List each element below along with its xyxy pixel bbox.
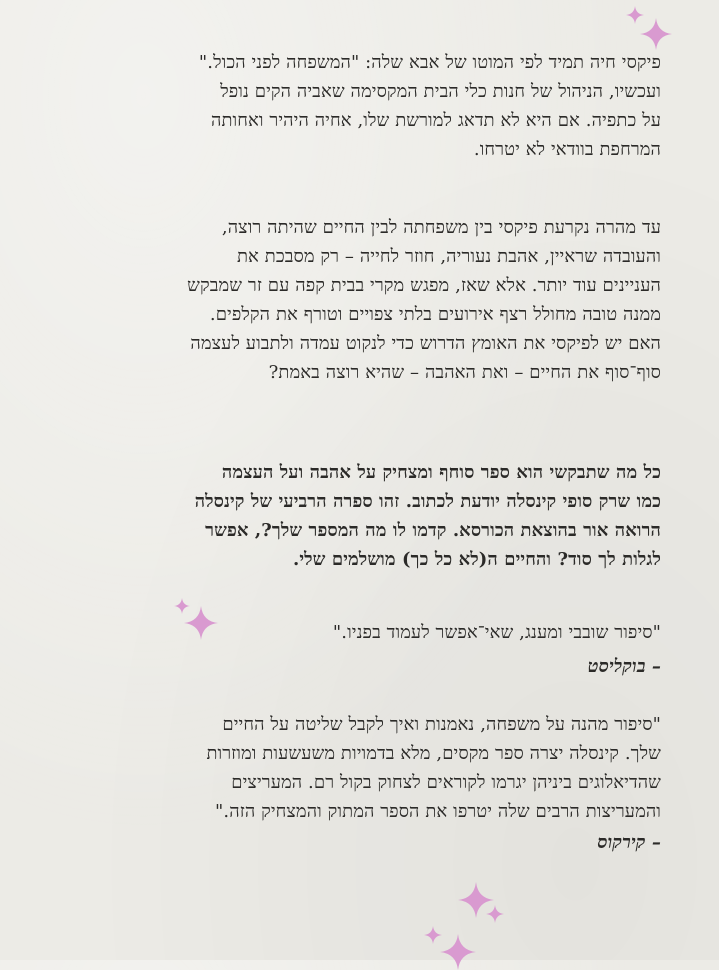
review-quote-2-text: "סיפור מהנה על משפחה, נאמנות ואיך לקבל שליטה על החיים שלך. קינסלה יצרה ספר מקסים, מלא בדמויות משעשעות ומוזרות שהדיאלוגים ביניהן יגרמו לקוראים לצחוק בקול רם. המעריצים והמעריצות הרבים שלה יטרפו את הספר המתוק והמצחיק הזה." bbox=[206, 714, 661, 822]
blurb-paragraph-2 bbox=[41, 213, 661, 387]
sparkle-icon bbox=[486, 905, 504, 923]
review-quote-2 bbox=[41, 710, 661, 826]
blurb-paragraph-2-text: עד מהרה נקרעת פיקסי בין משפחתה לבין החיים שהיתה רוצה, והעובדה שראיין, אהבת נעוריה, חוזר לחייה – רק מסבכת את העניינים עוד יותר. אלא שאז, מפגש מקרי בבית קפה עם זר שמבקש ממנה טובה מחולל רצף אירועים בלתי צפויים וטורף את הקלפים. האם יש לפיקסי את האומץ הדרוש כדי לנקוט עמדה ולתבוע לעצמה סוף־סוף את החיים – ואת האהבה – שהיא רוצה באמת? bbox=[187, 217, 661, 383]
review-source-1 bbox=[41, 652, 661, 681]
publisher-note-text: כל מה שתבקשי הוא ספר סוחף ומצחיק על אהבה ועל העצמה כמו שרק סופי קינסלה יודעת לכתוב. זהו ספרה הרביעי של קינסלה הרואה אור בהוצאת הכורסא. קדמו לו מה המספר שלך?, אפשר לגלות לך סוד? והחיים ה(לא כל כך) מושלמים שלי. bbox=[194, 462, 661, 570]
blurb-paragraph-1-text: פיקסי חיה תמיד לפי המוטו של אבא שלה: "המשפחה לפני הכול." ועכשיו, הניהול של חנות כלי הבית המקסימה שאביה הקים נופל על כתפיה. אם היא לא תדאג למורשת שלו, אחיה היהיר ואחותה המרחפת בוודאי לא יטרחו. bbox=[198, 52, 661, 160]
review-quote-1-text: "סיפור שובבי ומענג, שאי־אפשר לעמוד בפניו." bbox=[332, 622, 661, 643]
publisher-note bbox=[41, 458, 661, 574]
blurb-paragraph-1 bbox=[41, 48, 661, 164]
review-source-2-text: – קירקוס bbox=[597, 832, 661, 853]
review-source-1-text: – בוקליסט bbox=[587, 656, 661, 677]
review-source-2 bbox=[41, 828, 661, 857]
sparkle-icon bbox=[640, 18, 672, 50]
review-quote-1 bbox=[41, 618, 661, 647]
sparkle-icon bbox=[440, 934, 476, 970]
